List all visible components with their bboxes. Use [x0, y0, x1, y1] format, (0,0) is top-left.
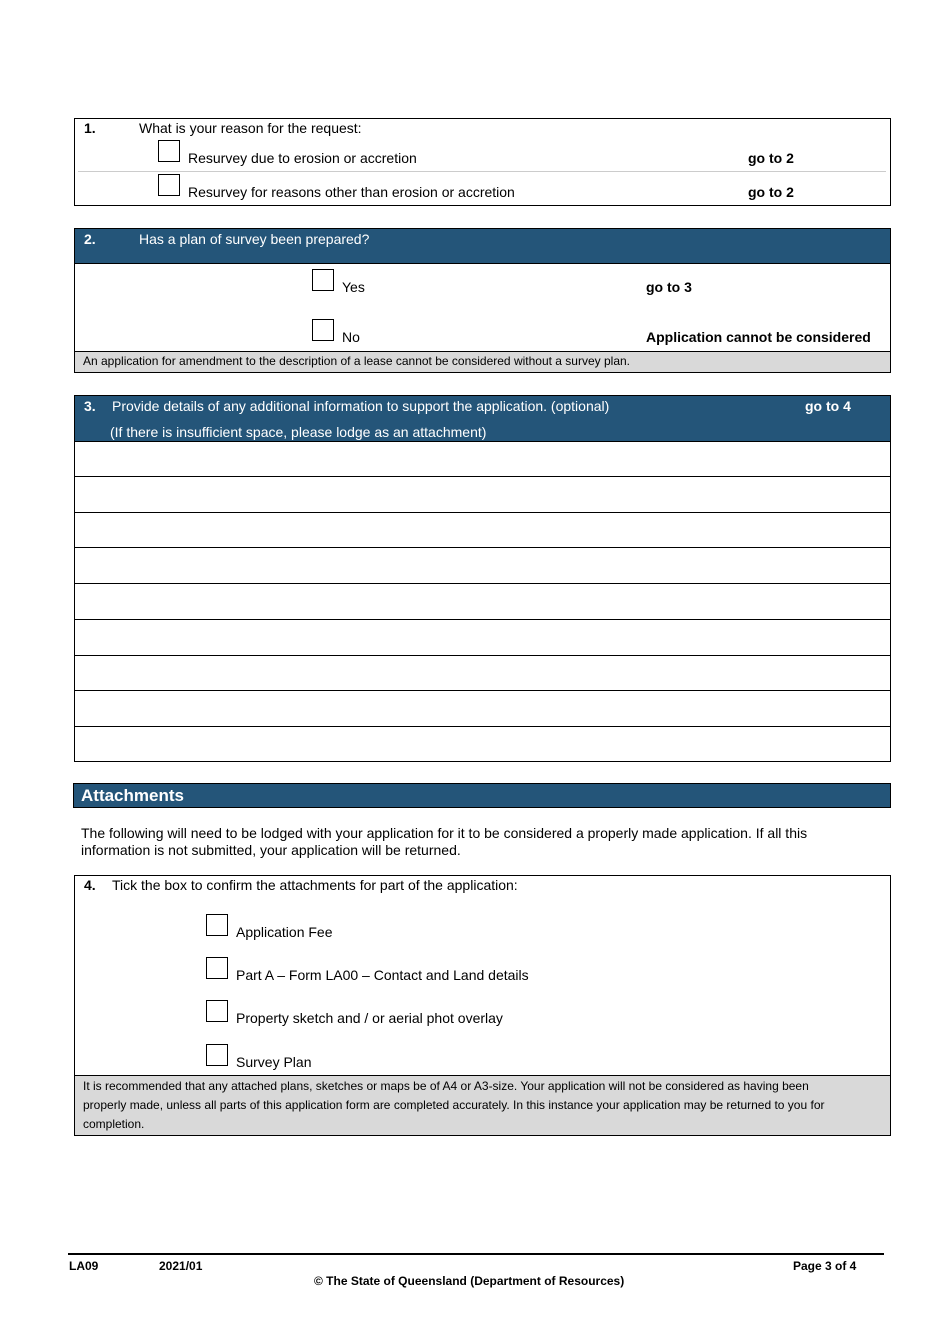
q4-number: 4. [84, 877, 96, 893]
q3-text-row[interactable] [75, 442, 890, 476]
q4-option-application-fee: Application Fee [236, 924, 333, 940]
q1-option-erosion-goto: go to 2 [748, 150, 794, 166]
q2-option-no-goto: Application cannot be considered [646, 329, 871, 345]
attachments-header [73, 783, 891, 808]
attachments-intro-line-1: The following will need to be lodged with your application for it to be considered a properly made application. If all this [81, 825, 808, 841]
q4-checkbox-property-sketch[interactable] [206, 1000, 228, 1022]
q1-option-erosion-label: Resurvey due to erosion or accretion [188, 150, 417, 166]
q2-option-yes-goto: go to 3 [646, 279, 692, 295]
q1-option-other-goto: go to 2 [748, 184, 794, 200]
q3-text-row[interactable] [75, 548, 890, 582]
footer-copyright: © The State of Queensland (Department of Resources) [314, 1274, 625, 1288]
attachments-intro-line-2: information is not submitted, your application will be returned. [81, 842, 461, 858]
q4-option-survey-plan: Survey Plan [236, 1054, 312, 1070]
q3-text-row[interactable] [75, 477, 890, 511]
q2-option-yes-label: Yes [342, 279, 365, 295]
attachments-heading: Attachments [81, 786, 184, 805]
q4-note-line-2: properly made, unless all parts of this application form are completed accurately. In this instance your application may be returned to you for [83, 1098, 825, 1112]
q1-row-divider [78, 171, 886, 172]
q2-checkbox-yes[interactable] [312, 269, 334, 291]
q3-text-row[interactable] [75, 513, 890, 547]
q3-text-row[interactable] [75, 691, 890, 725]
q4-option-part-a: Part A – Form LA00 – Contact and Land details [236, 967, 529, 983]
q4-question: Tick the box to confirm the attachments for part of the application: [112, 877, 518, 893]
q3-number: 3. [84, 398, 96, 414]
footer-page-number: Page 3 of 4 [793, 1259, 857, 1273]
q3-question: Provide details of any additional information to support the application. (optional) [112, 398, 610, 414]
q4-checkbox-survey-plan[interactable] [206, 1044, 228, 1066]
q3-subtext: (If there is insufficient space, please lodge as an attachment) [110, 424, 487, 440]
q3-text-row[interactable] [75, 620, 890, 654]
q4-note [75, 1075, 890, 1135]
q4-checkbox-application-fee[interactable] [206, 914, 228, 936]
q2-note-text: An application for amendment to the description of a lease cannot be considered without a survey plan. [83, 354, 631, 368]
q4-option-property-sketch: Property sketch and / or aerial phot overlay [236, 1010, 503, 1026]
q2-number: 2. [84, 231, 96, 247]
q4-note-line-1: It is recommended that any attached plans, sketches or maps be of A4 or A3-size. Your application will not be considered as having been [83, 1079, 809, 1093]
q2-checkbox-no[interactable] [312, 319, 334, 341]
footer-rule [68, 1253, 884, 1255]
q4-note-line-3: completion. [83, 1117, 145, 1131]
q3-goto: go to 4 [805, 398, 851, 414]
q2-header-divider [75, 263, 890, 264]
q1-option-other-label: Resurvey for reasons other than erosion or accretion [188, 184, 515, 200]
q2-note [75, 351, 890, 372]
q2-option-no-label: No [342, 329, 360, 345]
q1-checkbox-other[interactable] [158, 174, 180, 196]
footer-form-code: LA09 [69, 1259, 99, 1273]
q1-checkbox-erosion[interactable] [158, 140, 180, 162]
q3-text-row[interactable] [75, 584, 890, 618]
q3-text-row[interactable] [75, 727, 890, 761]
q1-number: 1. [84, 120, 96, 136]
q1-question: What is your reason for the request: [139, 120, 362, 136]
q4-checkbox-part-a[interactable] [206, 957, 228, 979]
footer-version: 2021/01 [159, 1259, 203, 1273]
q2-question: Has a plan of survey been prepared? [139, 231, 370, 247]
q3-text-row[interactable] [75, 656, 890, 690]
